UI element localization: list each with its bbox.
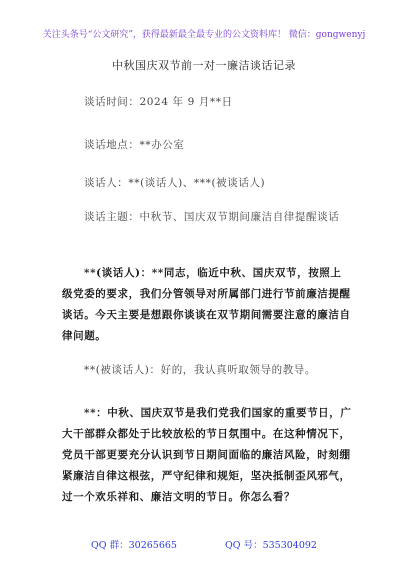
- meeting-topic: [62, 207, 352, 228]
- footer-contacts: [0, 537, 408, 551]
- dialogue-paragraph-1-text: **(谈话人)：**同志，临近中秋、国庆双节，按照上级党委的要求，我们分管领导对所属部门进行节前廉洁提醒谈话。今天主要是想跟你谈谈在双节期间需要注意的廉洁自律问题。: [62, 267, 351, 342]
- meeting-time-text: 谈话时间：2024 年 9 月**日: [84, 96, 233, 108]
- meeting-time: [62, 92, 352, 113]
- meeting-place-text: 谈话地点：**办公室: [84, 139, 185, 151]
- meeting-participants: [62, 173, 352, 194]
- footer-qq-group: QQ 群：30265665: [91, 540, 177, 551]
- meeting-place: [62, 135, 352, 156]
- dialogue-paragraph-3: [62, 403, 352, 508]
- meeting-topic-text: 谈话主题：中秋节、国庆双节期间廉洁自律提醒谈话: [84, 211, 340, 223]
- dialogue-paragraph-2: [62, 360, 352, 381]
- meeting-participants-text: 谈话人：**(谈话人)、***(被谈话人): [84, 177, 266, 189]
- footer-qq-number: QQ 号：535304092: [224, 540, 317, 551]
- dialogue-paragraph-3-text: **：中秋、国庆双节是我们党我们国家的重要节日，广大干部群众都处于比较放松的节日氛围中。在这种情况下，党员干部更要充分认识到节日期间面临的廉洁风险，时刻绷紧廉洁自律这根弦，严守纪律和规矩，坚决抵制歪风邪气，过一个欢乐祥和、廉洁文明的节日。你怎么看？: [62, 407, 352, 503]
- header-banner: 关注头条号“公文研究”，获得最新最全最专业的公文资料库！ 微信：gongwenyj: [42, 30, 366, 40]
- dialogue-paragraph-2-text: **(被谈话人)：好的，我认真听取领导的教导。: [84, 364, 316, 376]
- document-title: 中秋国庆双节前一对一廉洁谈话记录: [112, 59, 296, 72]
- dialogue-paragraph-1: [62, 263, 352, 347]
